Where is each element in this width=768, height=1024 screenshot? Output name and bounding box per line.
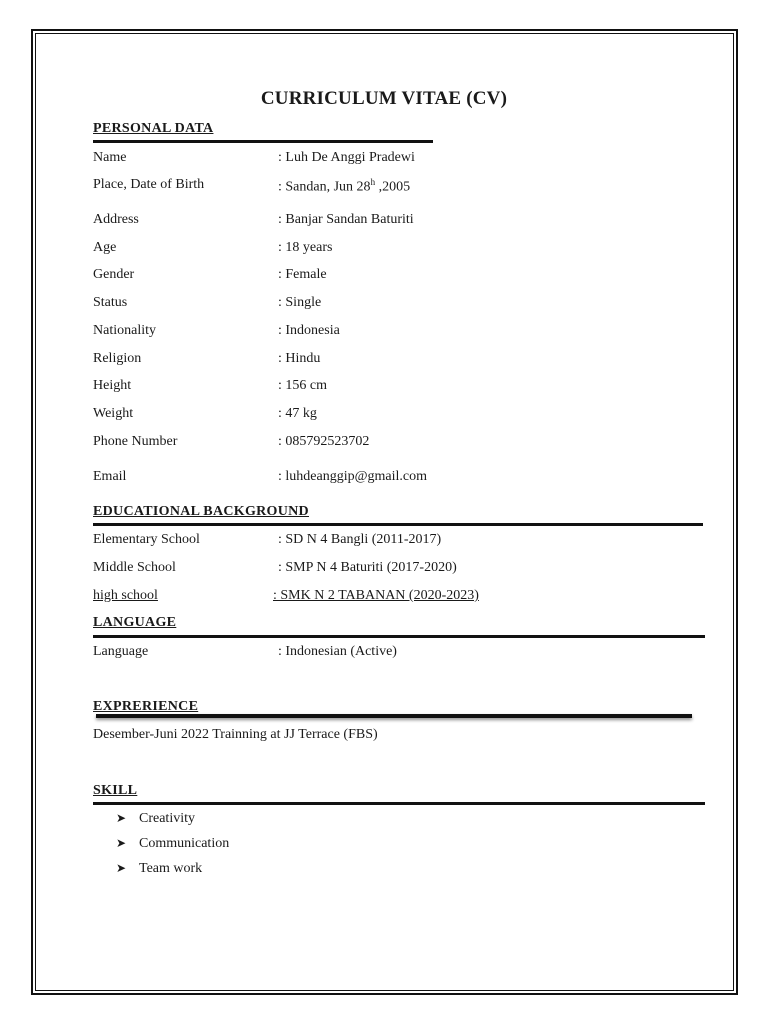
info-value: : Luh De Anggi Pradewi [278,150,415,165]
info-value: : Female [278,267,327,282]
skill-text: Creativity [139,811,195,826]
info-label: Age [93,240,117,255]
info-label: Height [93,378,132,393]
skill-item [116,811,195,827]
skill-heading: SKILL [93,783,138,798]
arrow-bullet-icon: ➤ [116,861,127,875]
info-value: : 156 cm [278,378,327,393]
experience-heading: EXPRERIENCE [93,699,199,714]
arrow-bullet-icon: ➤ [116,811,127,825]
personal-data-heading: PERSONAL DATA [93,121,214,136]
info-label: Weight [93,406,134,421]
skill-text: Communication [139,836,230,851]
info-label: Elementary School [93,532,200,547]
info-value: : Hindu [278,351,321,366]
education-rule [93,523,703,526]
info-label: Status [93,295,128,310]
info-value: : Single [278,295,322,310]
info-value: : Sandan, Jun 28$^h$ ,2005 [278,177,411,195]
info-value: : Indonesia [278,323,340,338]
info-label: Language [93,644,149,659]
info-value: : Banjar Sandan Baturiti [278,212,414,227]
experience-entry: Desember-Juni 2022 Trainning at JJ Terrace (FBS) [93,727,378,742]
info-label: Nationality [93,323,156,338]
info-label: Phone Number [93,434,178,449]
info-label: Gender [93,267,135,282]
info-label: Place, Date of Birth [93,177,205,192]
info-value: : SD N 4 Bangli (2011-2017) [278,532,442,547]
arrow-bullet-icon: ➤ [116,836,127,850]
info-value: : 47 kg [278,406,317,421]
document-title: CURRICULUM VITAE (CV) [260,88,508,109]
info-value: : SMK N 2 TABANAN (2020-2023) [273,588,479,603]
experience-rule [96,714,692,718]
info-value: : SMP N 4 Baturiti (2017-2020) [278,560,457,575]
language-heading: LANGUAGE [93,615,177,630]
info-label: high school [93,588,158,603]
info-label: Name [93,150,127,165]
info-label: Religion [93,351,142,366]
info-value: : luhdeanggip@gmail.com [278,469,427,484]
info-label: Email [93,469,127,484]
skill-text: Team work [139,861,203,876]
skill-rule [93,802,705,805]
personal-data-rule [93,140,433,143]
education-heading: EDUCATIONAL BACKGROUND [93,504,309,519]
skill-item [116,861,202,877]
info-label: Middle School [93,560,176,575]
language-rule [93,635,705,638]
info-value: : 085792523702 [278,434,370,449]
skill-item [116,836,229,852]
info-value: : 18 years [278,240,333,255]
info-value: : Indonesian (Active) [278,644,397,659]
info-label: Address [93,212,139,227]
